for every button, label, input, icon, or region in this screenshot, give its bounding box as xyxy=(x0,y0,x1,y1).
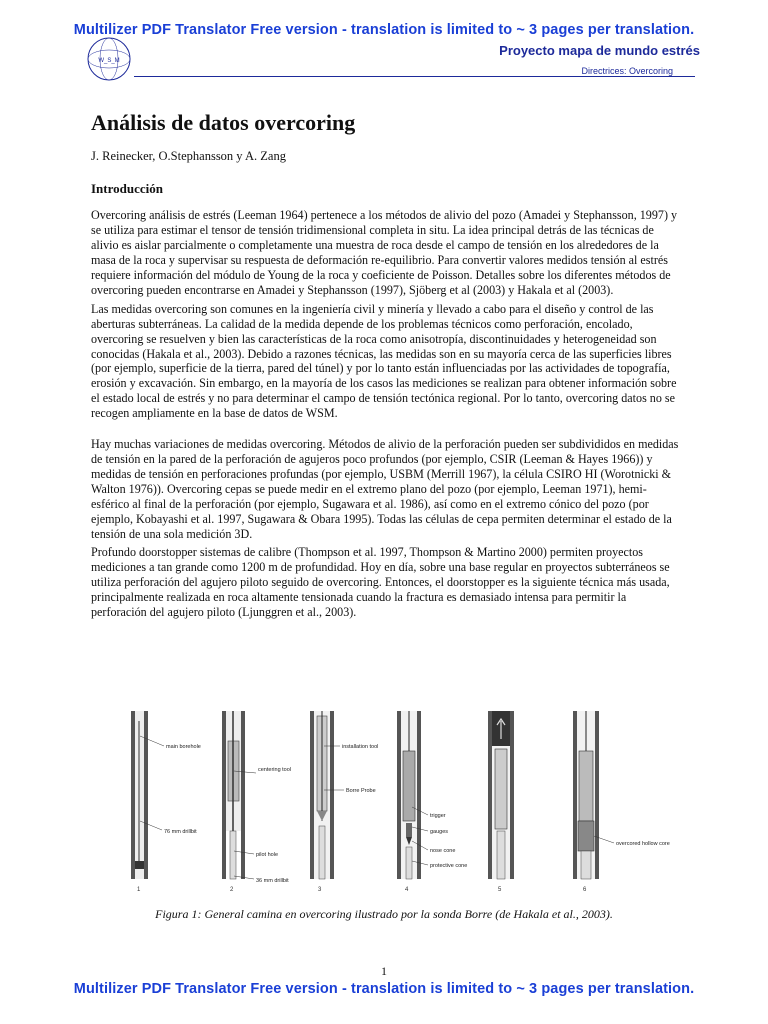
label-protective-cone: protective cone xyxy=(430,863,468,869)
label-overcored-hollow-core: overcored hollow core xyxy=(616,841,670,847)
figure-caption: Figura 1: General camina en overcoring ilustrado por la sonda Borre (de Hakala et al., 2003). xyxy=(155,907,613,921)
panel-3 xyxy=(310,711,344,879)
section-name: Directrices: Overcoring xyxy=(581,66,673,76)
label-gauges: gauges xyxy=(430,829,449,835)
panel-5 xyxy=(488,711,514,879)
authors: J. Reinecker, O.Stephansson y A. Zang xyxy=(91,149,286,164)
label-centering-tool: centering tool xyxy=(258,767,292,773)
step-number-2: 2 xyxy=(230,887,234,893)
paragraph-2: Las medidas overcoring son comunes en la ingeniería civil y minería y llevado a cabo para el diseño y control de las aberturas subterráneas. La calidad de la medida depende de los problemas técnicos como perforación, encolado, overcoring se resuelven y bien las características de la roca como anisotropía, discontinuidades y heterogeneidad son conocidas (Hakala et al., 2003). Debido a razones técnicas, las medidas son en su mayoría cerca de las superficies libres (por ejemplo, superficie de la tierra, pared del túnel) y por lo tanto están influenciadas por las actividades de topografía, erosión y excavación. Sin embargo, en la mayoría de los casos las mediciones se realizan para obtener información sobre el estado local de estrés y no para determinar el campo de tensión tectónica regional. Por lo tanto, overcoring datos no se recogen ampliamente en la base de datos de WSM. xyxy=(91,301,677,421)
label-pilot-hole: pilot hole xyxy=(256,852,279,858)
step-number-5: 5 xyxy=(498,887,502,893)
label-installation-tool: installation tool xyxy=(342,744,379,750)
label-borre-probe: Borre Probe xyxy=(346,788,376,794)
document-title: Análisis de datos overcoring xyxy=(91,110,356,135)
step-number-3: 3 xyxy=(318,887,322,893)
document-body xyxy=(91,110,683,624)
label-nose-cone: nose cone xyxy=(430,848,456,854)
step-number-1: 1 xyxy=(137,887,141,893)
panel-4 xyxy=(397,711,428,879)
wsm-logo-icon xyxy=(86,36,132,82)
label-76mm-drillbit: 76 mm drillbit xyxy=(164,829,197,835)
panel-6 xyxy=(573,711,614,879)
translator-banner-bottom: Multilizer PDF Translator Free version - translation is limited to ~ 3 pages per translation. xyxy=(73,981,695,997)
step-number-4: 4 xyxy=(405,887,409,893)
header-rule xyxy=(134,76,695,77)
paragraph-3: Hay muchas variaciones de medidas overcoring. Métodos de alivio de la perforación pueden ser subdivididos en medidas de tensión en la pared de la perforación de agujeros poco profundos (por ejemplo, CSIR (Leeman & Hayes 1966)) y medidas de tensión en perforaciones profundas (por ejemplo, USBM (Merrill 1967), la célula CSIRO HI (Worotnicki & Walton 1976)). Overcoring cepas se puede medir en el extremo plano del pozo (por ejemplo, Leeman 1971), hemi-esférico al final de la perforación (por ejemplo, Sugawara et al. 1986), así como en el extremo cónico del pozo (por ejemplo, Kobayashi et al. 1997, Sugawara & Obara 1995). Todas las células de cepa permiten determinar el estado de la tensión de una sola medición 3D. xyxy=(91,437,679,541)
label-trigger: trigger xyxy=(430,813,446,819)
section-heading: Introducción xyxy=(91,181,163,197)
paragraph-1: Overcoring análisis de estrés (Leeman 1964) pertenece a los métodos de alivio del pozo (Amadei y Stephansson, 1997) y se utiliza para estimar el tensor de tensión tridimensional completa in situ. La idea principal detrás de las técnicas de alivio es aislar parcialmente o completamente una muestra de roca desde el campo de tensión en los alrededores de la masa de la roca y supervisar su respuesta de deformación re-equilibrio. Para convertir valores medidos tensión al estrés requiere información del módulo de Young de la roca y coeficiente de Poisson. Detalles sobre los diferentes métodos de overcoring pueden encontrarse en Amadei y Stephansson (1997), Sjöberg et al (2003) y Hakala et al (2003). xyxy=(91,208,678,297)
panel-2 xyxy=(222,711,256,879)
panel-1 xyxy=(131,711,164,879)
translator-banner-top: Multilizer PDF Translator Free version - translation is limited to ~ 3 pages per translation. xyxy=(73,22,695,38)
label-36mm-drillbit: 36 mm drillbit xyxy=(256,878,289,884)
paragraph-4: Profundo doorstopper sistemas de calibre (Thompson et al. 1997, Thompson & Martino 2000) permiten proyectos mediciones a tan grande como 1200 m de profundidad. Hoy en día, sobre una base regular en proyectos subterráneos se utiliza perforación del agujero piloto seguido de overcoring. Entonces, el doorstopper es la siguiente técnica más usada, principalmente realizada en roca altamente tensionada cuando la fractura es demasiado intensa para permitir la perforación del agujero piloto (Ljunggren et al., 2003). xyxy=(91,545,670,620)
label-main-borehole: main borehole xyxy=(166,744,201,750)
step-number-6: 6 xyxy=(583,887,587,893)
overcoring-figure xyxy=(126,711,670,896)
logo-text: W_S_M xyxy=(98,58,120,64)
project-title: Proyecto mapa de mundo estrés xyxy=(499,43,700,58)
page-number: 1 xyxy=(381,964,387,978)
